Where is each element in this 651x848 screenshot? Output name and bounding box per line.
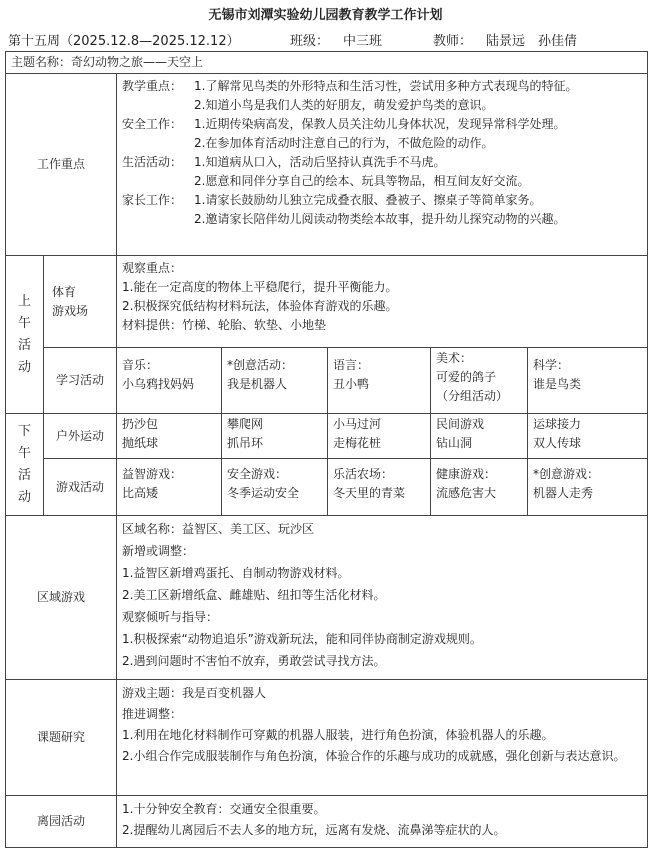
sports-line: 材料提供：竹梯、轮胎、软垫、小地垫 <box>122 318 327 332</box>
learning-cell: 音乐： 小乌鸦找妈妈 <box>117 348 222 414</box>
work-focus-prefix: 生活活动： <box>122 155 183 169</box>
work-focus-line: 2.愿意和同伴分享自己的绘本、玩具等物品，相互间友好交流。 <box>194 174 530 188</box>
leaving-line: 2.提醒幼儿离园后不去人多的地方玩，远离有发烧、流鼻涕等症状的人。 <box>122 823 506 837</box>
morning-label: 上 午 活 动 <box>6 256 44 414</box>
class-label: 班级： <box>290 34 330 49</box>
work-focus-line: 1.请家长鼓励幼儿独立完成叠衣服、叠被子、擦桌子等简单家务。 <box>194 193 542 207</box>
games-cell: 益智游戏： 比高矮 <box>117 459 222 516</box>
work-focus-prefix: 教学重点： <box>122 79 183 93</box>
work-focus-prefix: 家长工作： <box>122 193 183 207</box>
outdoor-cell: 民间游戏 钻山洞 <box>431 414 528 459</box>
page-title: 无锡市刘潭实验幼儿园教育教学工作计划 <box>208 8 443 23</box>
work-focus-line: 1.了解常见鸟类的外形特点和生活习性，尝试用多种方式表现鸟的特征。 <box>194 79 578 93</box>
sports-label: 体育 游戏场 <box>44 256 117 348</box>
leaving-line: 1.十分钟安全教育：交通安全很重要。 <box>122 802 326 816</box>
outdoor-cell: 小马过河 走梅花桩 <box>328 414 431 459</box>
area-games-line: 观察倾听与指导： <box>122 610 219 624</box>
research-line: 游戏主题：我是百变机器人 <box>122 686 267 700</box>
games-cell: 安全游戏： 冬季运动安全 <box>222 459 328 516</box>
area-games-content <box>117 516 648 680</box>
class-value: 中三班 <box>343 34 383 49</box>
learning-cell: 科学： 谁是鸟类 <box>528 348 648 414</box>
games-cell: 健康游戏： 流感危害大 <box>431 459 528 516</box>
week-range: 第十五周（2025.12.8—2025.12.12） <box>8 34 240 49</box>
work-focus-line: 2.知道小鸟是我们人类的好朋友，萌发爱护鸟类的意识。 <box>194 98 494 112</box>
sports-line: 1.能在一定高度的物体上平稳爬行，提升平衡能力。 <box>122 280 398 294</box>
theme-name: 主题名称：奇幻动物之旅——天空上 <box>6 52 648 74</box>
learning-cell: *创意活动： 我是机器人 <box>222 348 328 414</box>
teacher-names: 陆景远 孙佳倩 <box>486 34 578 49</box>
outdoor-cell: 扔沙包 抛纸球 <box>117 414 222 459</box>
research-line: 2.小组合作完成服装制作与角色扮演，体验合作的乐趣与成功的成就感，强化创新与表达意识。 <box>122 749 626 763</box>
area-games-line: 1.益智区新增鸡蛋托、自制动物游戏材料。 <box>122 566 350 580</box>
learning-label: 学习活动 <box>44 348 117 414</box>
plan-table <box>5 51 648 848</box>
research-line: 推进调整： <box>122 707 183 721</box>
work-focus-line: 1.知道病从口入，活动后坚持认真洗手不马虎。 <box>194 155 446 169</box>
games-label: 游戏活动 <box>44 459 117 516</box>
outdoor-cell: 运球接力 双人传球 <box>528 414 648 459</box>
sports-line: 2.积极探究低结构材料玩法，体验体育游戏的乐趣。 <box>122 299 398 313</box>
games-cell: *创意游戏： 机器人走秀 <box>528 459 648 516</box>
research-line: 1.利用在地化材料制作可穿戴的机器人服装，进行角色扮演，体验机器人的乐趣。 <box>122 728 554 742</box>
area-games-label: 区域游戏 <box>6 516 117 680</box>
leaving-label: 离园活动 <box>6 796 117 848</box>
teacher-label: 教师： <box>433 34 473 49</box>
outdoor-cell: 攀爬网 抓吊环 <box>222 414 328 459</box>
leaving-content <box>117 796 648 848</box>
work-focus-line: 2.邀请家长陪伴幼儿阅读动物类绘本故事，提升幼儿探究动物的兴趣。 <box>194 212 566 226</box>
work-focus-prefix: 安全工作： <box>122 117 183 131</box>
sports-line: 观察重点： <box>122 261 183 275</box>
work-focus-line: 2.在参加体育活动时注意自己的行为，不做危险的动作。 <box>194 136 494 150</box>
area-games-line: 2.美工区新增纸盒、雌雄贴、纽扣等生活化材料。 <box>122 588 386 602</box>
outdoor-label: 户外运动 <box>44 414 117 459</box>
research-label: 课题研究 <box>6 680 117 796</box>
work-focus-line: 1.近期传染病高发，保教人员关注幼儿身体状况，发现异常科学处理。 <box>194 117 566 131</box>
area-games-line: 区域名称：益智区、美工区、玩沙区 <box>122 522 315 536</box>
area-games-line: 1.积极探索“动物追追乐”游戏新玩法，能和同伴协商制定游戏规则。 <box>122 632 482 646</box>
games-cell: 乐活农场： 冬天里的青菜 <box>328 459 431 516</box>
work-focus-content <box>117 74 648 256</box>
sports-content <box>117 256 648 348</box>
learning-cell: 美术： 可爱的鸽子 （分组活动） <box>431 348 528 414</box>
area-games-line: 新增或调整： <box>122 544 195 558</box>
learning-cell: 语言： 丑小鸭 <box>328 348 431 414</box>
work-focus-label: 工作重点 <box>6 74 117 256</box>
plan-meta <box>8 28 648 50</box>
research-content <box>117 680 648 796</box>
afternoon-label: 下 午 活 动 <box>6 414 44 516</box>
area-games-line: 2.遇到问题时不害怕不放弃，勇敢尝试寻找方法。 <box>122 654 386 668</box>
